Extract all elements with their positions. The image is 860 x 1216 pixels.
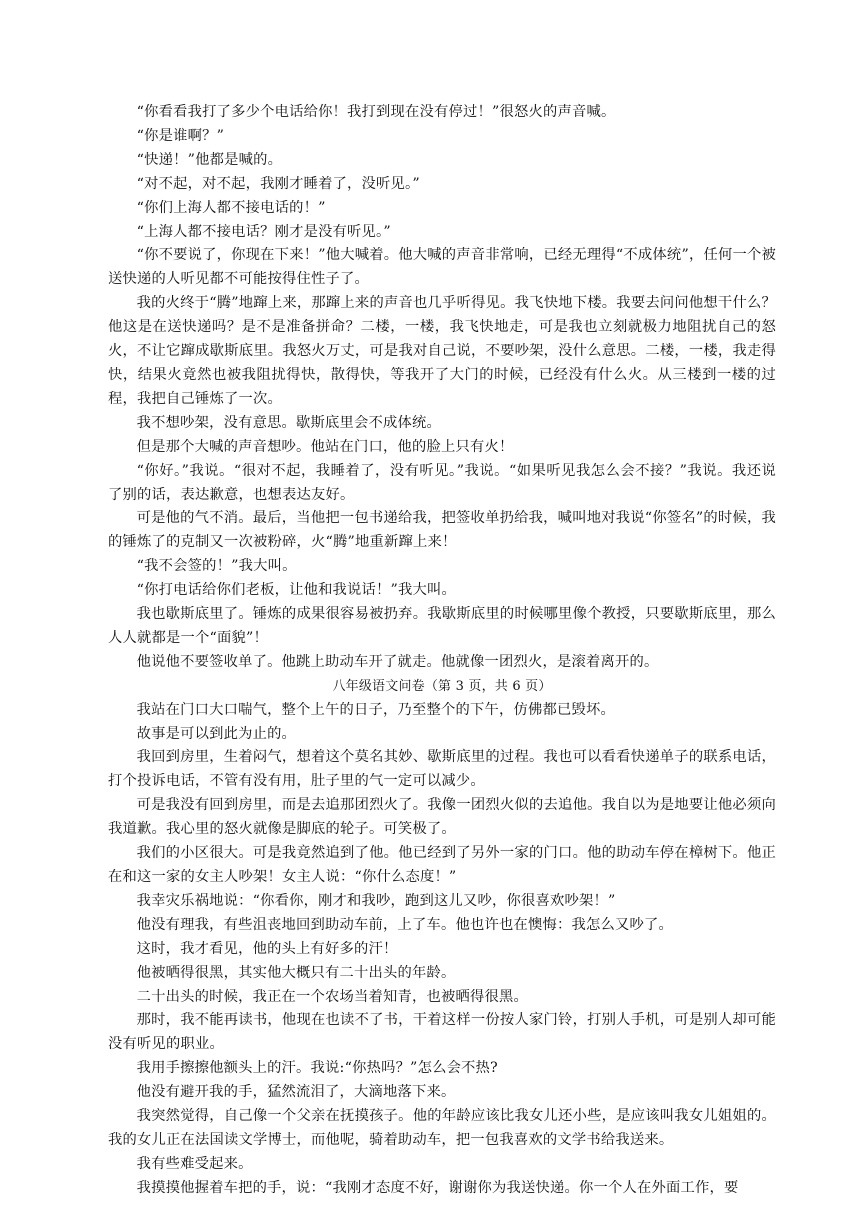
paragraph: 我突然觉得，自己像一个父亲在抚摸孩子。他的年龄应该比我女儿还小些，是应该叫我女儿姐姐的。我的女儿正在法国读文学博士，而他呢，骑着助动车，把一包我喜欢的文学书给我送来。 [108,1108,776,1148]
paragraph: 我幸灾乐祸地说：“你看你，刚才和我吵，跑到这儿又吵，你很喜欢吵架！” [136,892,616,909]
paragraph: “上海人都不接电话？刚才是没有听见。” [136,223,391,240]
paragraph: 这时，我才看见，他的头上有好多的汗！ [136,940,398,957]
paragraph: 我也歇斯底里了。锤炼的成果很容易被扔弃。我歇斯底里的时候哪里像个教授，只要歇斯底里，那么人人就都是一个“面貌”！ [108,606,776,646]
paragraph: “对不起，对不起，我刚才睡着了，没听见。” [136,175,420,192]
paragraph: 我摸摸他握着车把的手，说：“我刚才态度不好，谢谢你为我送快递。你一个人在外面工作，要 [136,1179,739,1196]
paragraph: 他说他不要签收单了。他跳上助动车开了就走。他就像一团烈火，是滚着离开的。 [136,653,659,670]
paragraph: “你不要说了，你现在下来！”他大喊着。他大喊的声音非常响，已经无理得“不成体统”，任何一个被送快递的人听见都不可能按得住性子了。 [108,247,776,288]
paragraph: “你打电话给你们老板，让他和我说话！”我大叫。 [136,582,457,599]
paragraph: 他没有理我，有些沮丧地回到助动车前，上了车。他也许也在懊悔：我怎么又吵了。 [136,916,673,933]
paragraph: 我有些难受起来。 [136,1155,253,1172]
paragraph: 那时，我不能再读书，他现在也读不了书，干着这样一份按人家门铃，打别人手机，可是别人却可能没有听见的职业。 [108,1012,776,1053]
paragraph: “你看看我打了多少个电话给你！我打到现在没有停过！”很怒火的声音喊。 [136,104,616,120]
paragraph: 我用手擦擦他额头上的汗。我说:“你热吗？”怎么会不热? [136,1060,498,1077]
paragraph: 我不想吵架，没有意思。歇斯底里会不成体统。 [136,414,442,431]
paragraph: 我的火终于“腾”地蹿上来，那蹿上来的声音也几乎听得见。我飞快地下楼。我要去问问他想干什么？他这是在送快递吗？是不是准备拼命？二楼，一楼，我飞快地走，可是我也立刻就极力地阻扰自己的怒火，不让它蹿成歇斯底里。我怒火万丈，可是我对自己说，不要吵架，没什么意思。二楼，一楼，我走得快，结果火竟然也被我阻扰得快，散得快，等我开了大门的时候，已经没有什么火。从三楼到一楼的过程，我把自己锤炼了一次。 [108,295,776,407]
paragraph: 二十出头的时候，我正在一个农场当着知青，也被晒得很黑。 [136,988,529,1005]
paragraph: 我们的小区很大。可是我竟然追到了他。他已经到了另外一家的门口。他的助动车停在樟树下。他正在和这一家的女主人吵架！女主人说：“你什么态度！” [108,845,776,885]
paragraph: 但是那个大喊的声音想吵。他站在门口，他的脸上只有火！ [136,438,514,455]
paragraph: 故事是可以到此为止的。 [136,725,297,742]
paragraph: 我回到房里，生着闷气，想着这个莫名其妙、歇斯底里的过程。我也可以看看快递单子的联系电话，打个投诉电话，不管有没有用，肚子里的气一定可以减少。 [108,749,776,790]
story-text-top [108,101,776,675]
document-page [108,101,776,1201]
paragraph: “你们上海人都不接电话的！” [136,199,326,216]
page-footer: 八年级语文问卷（第 3 页，共 6 页） [332,678,552,694]
story-text-bottom [108,699,776,1201]
paragraph: 他没有避开我的手，猛然流泪了，大滴地落下来。 [136,1084,456,1101]
paragraph: 我站在门口大口喘气，整个上午的日子，乃至整个的下午，仿佛都已毁坏。 [136,701,615,718]
paragraph: “你是谁啊？” [136,127,225,144]
paragraph: “快递！”他都是喊的。 [136,151,283,168]
paragraph: 可是我没有回到房里，而是去追那团烈火了。我像一团烈火似的去追他。我自以为是地要让他必须向我道歉。我心里的怒火就像是脚底的轮子。可笑极了。 [108,797,776,838]
paragraph: 可是他的气不消。最后，当他把一包书递给我，把签收单扔给我，喊叫地对我说“你签名”的时候，我的锤炼了的克制又一次被粉碎，火“腾”地重新蹿上来！ [108,510,776,551]
paragraph: “你好。”我说。“很对不起，我睡着了，没有听见。”我说。“如果听见我怎么会不接？”我说。我还说了别的话，表达歉意，也想表达友好。 [108,462,776,503]
paragraph: “我不会签的！”我大叫。 [136,558,297,575]
paragraph: 他被晒得很黑，其实他大概只有二十出头的年龄。 [136,964,456,981]
